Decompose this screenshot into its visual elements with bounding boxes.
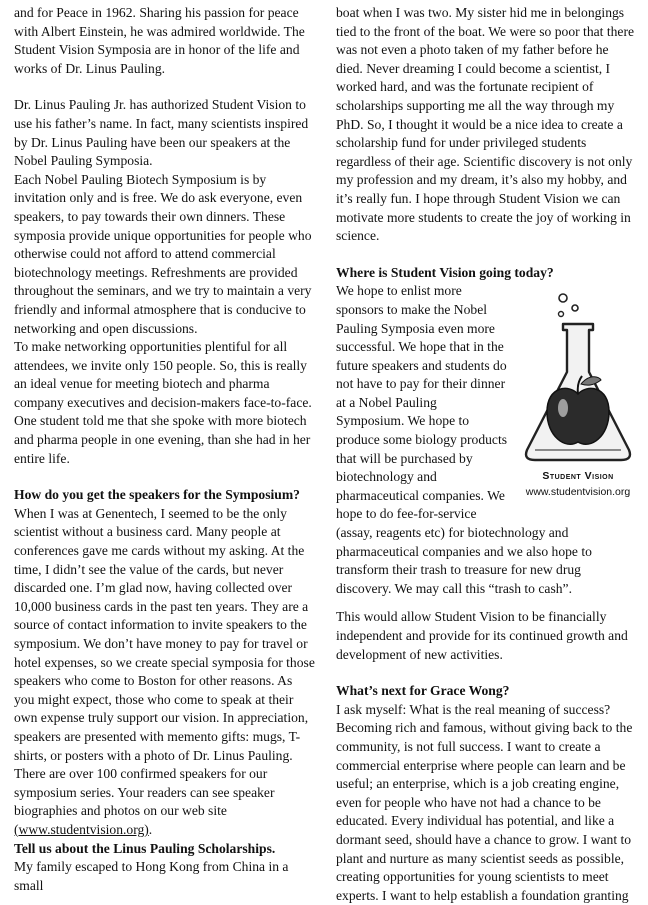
invitation-paragraph: Each Nobel Pauling Biotech Symposium is by invitation only and is free. We do ask everyone, even speakers, to pay towards their own dinners. These symposia provide unique opportunities for people who otherwise could not afford to attend commercial biotechnology meetings. Refreshments are provided throughout the seminars, and we try to maintain a very friendly and informal atmosphere that is conducive to networking and open discussions. [14,171,312,336]
scholarships-paragraph: My family escaped to Hong Kong from China in a small [14,859,289,893]
speakers-text: When I was at Genentech, I seemed to be the only scientist without a business card. Many people at conferences gave me cards without my asking. At the time, I didn’t see the value of the cards, but never discarded one. I’m glad now, having collected over 10,000 business cards in the past ten years. They are a source of contact information to invite speakers to the symposium. We don’t have money to pay for travel or hotel expenses, so we create special symposia for those speakers who come to Boston for other reasons. As you might expect, those who come to speak at their own expense truly support our vision. In appreciation, speakers are presented with memento gifts: mugs, T-shirts, or posters with a photo of Dr. Linus Pauling. There are over 100 confirmed speakers for our symposium series. Your readers can see speaker biographies and photos on our web site [14,505,315,819]
intro-paragraph: and for Peace in 1962. Sharing his passion for peace with Albert Einstein, he was admired worldwide. The Student Vision Symposia are in honor of the life and works of Dr. Linus Pauling. [14,5,305,76]
boat-paragraph: boat when I was two. My sister hid me in belongings tied to the front of the boat. We were so poor that there was not even a photo taken of my father before he died. Never dreaming I could become a scientist, I worked hard, and was the fortunate recipient of scholarships supporting me all the way through my PhD. So, I thought it would be a nice idea to create a scholarship fund for under privileged students regardless of their age. Scientific discovery is not only my profession and my dream, it’s also my hobby, and it’s really fun. I hope through Student Vision we can motivate more students to create the joy of working in science. [336,5,634,244]
left-column [14,4,316,895]
authorized-paragraph: Dr. Linus Pauling Jr. has authorized Student Vision to use his father’s name. In fact, many scientists inspired by Dr. Linus Pauling have been our speakers at the Nobel Pauling Symposia. [14,97,309,169]
speakers-paragraph [14,505,316,840]
today-heading: Where is Student Vision going today? [336,264,554,280]
flask-apple-icon [519,290,637,466]
logo-url: www.studentvision.org [525,486,631,499]
logo-title: Student Vision [542,470,614,483]
today-paragraph: We hope to enlist more sponsors to make the Nobel Pauling Symposia even more successful. We hope that in the future speakers and students do not have to pay for their dinner at a Nobel Pauling Symposium. We hope to produce some biology products that will be purchased by biotechnology and pharmaceutical companies. We hope to do fee-for-service (assay, reagents etc) for biotechnology and pharmaceutical companies and we also hope to transform their trash to treasure for new drug discovery. We may call this “trash to cash”. [336,283,592,596]
allow-paragraph: This would allow Student Vision to be financially independent and provide for its continued growth and development of new activities. [336,609,628,662]
studentvision-link[interactable]: (www.studentvision.org) [14,821,149,837]
student-vision-logo [514,290,642,508]
speakers-link-period: . [148,821,153,837]
next-heading: What’s next for Grace Wong? [336,683,510,699]
next-paragraph: I ask myself: What is the real meaning of success? Becoming rich and famous, without giving back to the community, is not full success. I want to create a commercial enterprise where people can learn and be useful; an enterprise, which is a job creating engine, even for people who have not had a chance to be educated. Every individual has potential, and like a dormant seed, should have a chance to grow. I want to plant and nurture as many scientist seeds as possible, creating opportunities for young scientists to meet experts. I want to help establish a foundation granting [336,701,633,903]
right-column [336,4,636,905]
today-section [336,282,636,598]
networking-paragraph: To make networking opportunities plentiful for all attendees, we invite only 150 people. So, this is really an ideal venue for meeting biotech and pharma company executives and decision-makers face-to-face. One student told me that she spoke with more biotech and pharma people in one evening, than she had in her entire life. [14,339,312,466]
scholarships-heading: Tell us about the Linus Pauling Scholarships. [14,840,276,856]
speakers-heading: How do you get the speakers for the Symposium? [14,487,300,503]
